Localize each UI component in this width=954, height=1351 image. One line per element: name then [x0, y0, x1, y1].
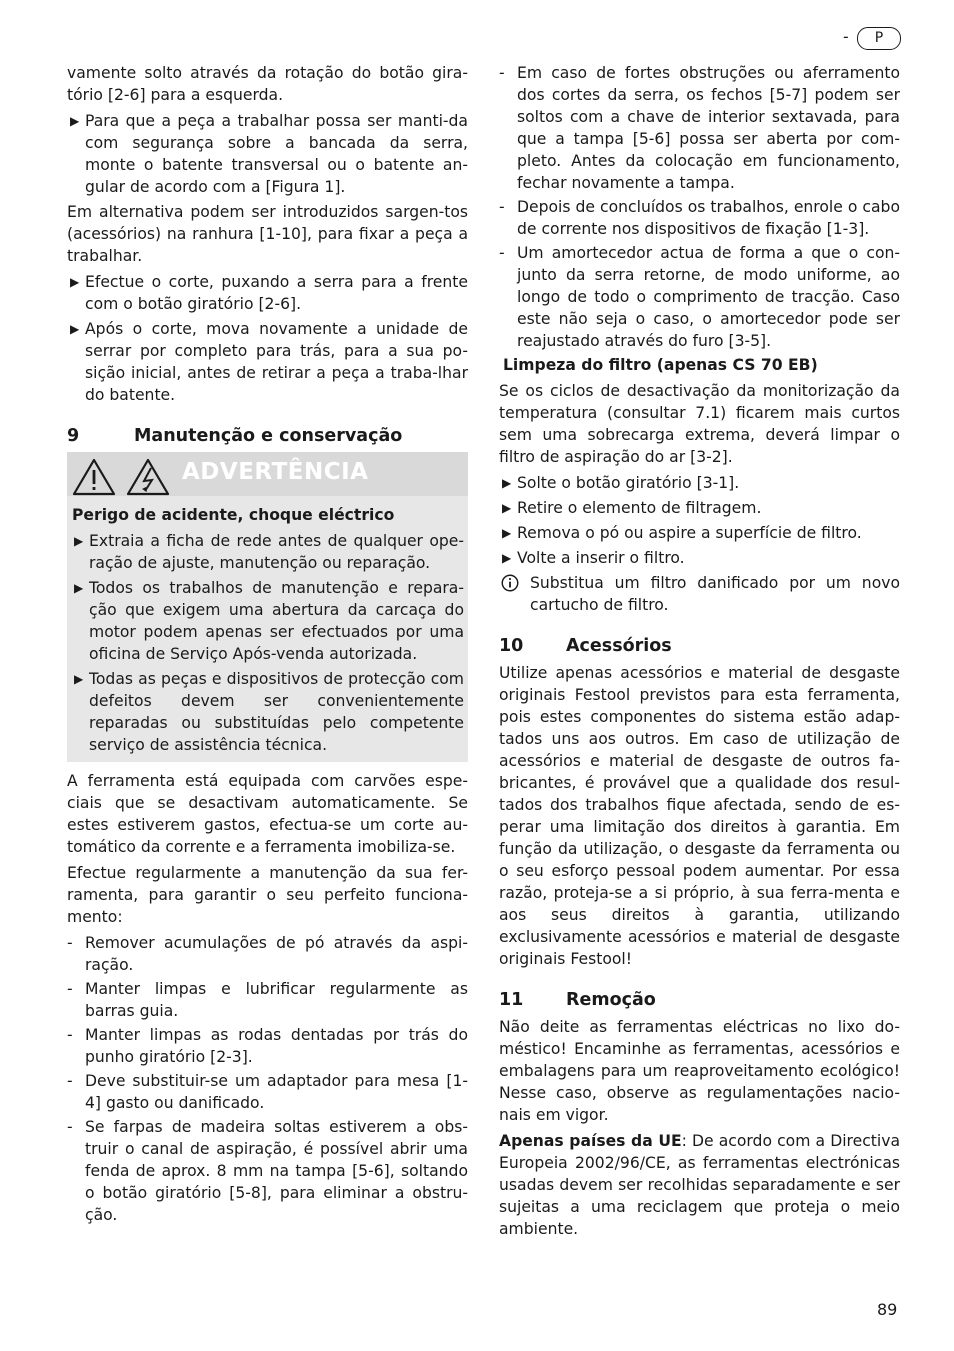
dash-list-item: - Se farpas de madeira soltas estiverem a obs-truir o canal de aspiração, é possível abrir uma fenda de aprox. 8 mm na tampa [5-6], soltando o botão giratório [5-8], para eliminar a obstru-ção. — [67, 1118, 468, 1224]
instruction-item: ▶ Volte a inserir o filtro. — [502, 549, 685, 567]
warning-triangle-icon — [71, 457, 117, 497]
right-column — [499, 62, 900, 1244]
info-icon — [501, 574, 519, 592]
arrow-bullet-icon: ▶ — [502, 476, 512, 490]
arrow-bullet-icon: ▶ — [74, 581, 84, 595]
warning-item: ▶ Todos os trabalhos de manutenção e repara-ção que exigem uma abertura da carcaça do motor podem apenas ser efectuados por uma oficina de Serviço Após-venda autorizada. — [74, 579, 464, 663]
electric-shock-icon — [125, 457, 171, 497]
warning-box — [67, 452, 468, 762]
warning-header — [67, 452, 468, 496]
warning-item: ▶ Extraia a ficha de rede antes de qualquer ope-ração de ajuste, manutenção ou reparação. — [74, 532, 464, 572]
instruction-item: ▶ Remova o pó ou aspire a superfície de filtro. — [502, 524, 862, 542]
dash-list-item: - Deve substituir-se um adaptador para mesa [1-4] gasto ou danificado. — [67, 1072, 468, 1112]
instruction-item: ▶ Após o corte, mova novamente a unidade de serrar por completo para trás, para a sua po-sição inicial, antes de retirar a peça a traba-lhar do batente. — [70, 320, 468, 404]
paragraph: Não deite as ferramentas eléctricas no lixo do-méstico! Encaminhe as ferramentas, acessórios e embalagens para um reaproveitamento ecológico! Nesse caso, observe as regulamentações nacio-nais em vigor. — [499, 1018, 900, 1124]
header-dash: - — [843, 28, 849, 46]
filter-cleaning-heading: Limpeza do filtro (apenas CS 70 EB) — [503, 356, 818, 374]
left-column — [67, 62, 468, 1228]
arrow-bullet-icon: ▶ — [502, 501, 512, 515]
paragraph: Utilize apenas acessórios e material de desgaste originais Festool previstos para esta ferramenta, pois estes componentes do sistema estão adap-tados uns aos outros. Em caso de utilização de acessórios e material de desgaste de outros fa-bricantes, é provável que a qualidade dos resul-tados dos trabalhos fique afectada, sendo de es-perar uma limitação dos direitos à garantia. Em função da utilização, o desgaste da ferramenta ou o seu esforço pessoal podem aumentar. Por essa razão, proteja-se a si próprio, à sua ferra-menta e aos seus direitos à garantia, utilizando exclusivamente acessórios e material de desgaste originais Festool! — [499, 664, 900, 968]
arrow-bullet-icon: ▶ — [70, 114, 80, 128]
section-heading-disposal: 11 Remoção — [499, 990, 656, 1010]
instruction-item: ▶ Para que a peça a trabalhar possa ser manti-da com segurança sobre a bancada da serra, monte o batente transversal ou o batente an-gular de acordo com a [Figura 1]. — [70, 112, 468, 196]
paragraph: Apenas países da UE: De acordo com a Directiva Europeia 2002/96/CE, as ferramentas electrónicas usadas devem ser recolhidas separadamente e ser sujeitas a uma reciclagem que proteja o meio ambiente. — [499, 1132, 900, 1238]
paragraph: vamente solto através da rotação do botão gira-tório [2-6] para a esquerda. — [67, 64, 468, 104]
language-badge: P — [857, 27, 901, 50]
paragraph: Em alternativa podem ser introduzidos sargen-tos (acessórios) na ranhura [1-10], para fixar a peça a trabalhar. — [67, 203, 468, 265]
section-heading-maintenance: 9 Manutenção e conservação — [67, 426, 403, 446]
arrow-bullet-icon: ▶ — [70, 275, 80, 289]
arrow-bullet-icon: ▶ — [502, 551, 512, 565]
info-note: Substitua um filtro danificado por um novo cartucho de filtro. — [499, 572, 900, 616]
warning-item: ▶ Todas as peças e dispositivos de protecção com defeitos devem ser convenientemente reparadas ou substituídas pelo competente serviço de assistência técnica. — [74, 670, 464, 754]
dash-list-item: - Em caso de fortes obstruções ou aferramento dos cortes da serra, os fechos [5-7] podem ser soltos com a chave de interior sextavada, para que a tampa [5-6] possa ser aberta por com-pleto. Antes da colocação em funcionamento, fechar novamente a tampa. — [499, 64, 900, 192]
warning-subtitle: Perigo de acidente, choque eléctrico — [72, 506, 395, 524]
dash-list-item: - Depois de concluídos os trabalhos, enrole o cabo de corrente nos dispositivos de fixação [1-3]. — [499, 198, 900, 238]
arrow-bullet-icon: ▶ — [70, 322, 80, 336]
instruction-item: ▶ Retire o elemento de filtragem. — [502, 499, 762, 517]
arrow-bullet-icon: ▶ — [74, 672, 84, 686]
paragraph: Se os ciclos de desactivação da monitorização da temperatura (consultar 7.1) ficarem mais curtos sem uma sobrecarga extrema, deverá limpar o filtro de aspiração do ar [3-2]. — [499, 382, 900, 466]
instruction-item: ▶ Efectue o corte, puxando a serra para a frente com o botão giratório [2-6]. — [70, 273, 468, 313]
eu-only-label: Apenas países da UE — [499, 1132, 682, 1150]
page-number: 89 — [877, 1300, 898, 1319]
dash-list-item: - Manter limpas e lubrificar regularmente as barras guia. — [67, 980, 468, 1020]
paragraph: A ferramenta está equipada com carvões espe-ciais que se desactivam automaticamente. Se estes estiverem gastos, efectua-se um corte au-tomático da corrente e a ferramenta imobiliza-se. — [67, 772, 468, 856]
section-heading-accessories: 10 Acessórios — [499, 636, 672, 656]
dash-list-item: - Manter limpas as rodas dentadas por trás do punho giratório [2-3]. — [67, 1026, 468, 1066]
instruction-item: ▶ Solte o botão giratório [3-1]. — [502, 474, 740, 492]
dash-list-item: - Remover acumulações de pó através da aspi-ração. — [67, 934, 468, 974]
warning-title: ADVERTÊNCIA — [182, 459, 369, 485]
dash-list-item: - Um amortecedor actua de forma a que o con-junto da serra retorne, de modo uniforme, ao longo de todo o comprimento de tracção. Caso este não seja o caso, o amortecedor pode ser reajustado através do furo [3-5]. — [499, 244, 900, 350]
arrow-bullet-icon: ▶ — [502, 526, 512, 540]
arrow-bullet-icon: ▶ — [74, 534, 84, 548]
paragraph: Efectue regularmente a manutenção da sua fer-ramenta, para garantir o seu perfeito funciona-mento: — [67, 864, 468, 926]
